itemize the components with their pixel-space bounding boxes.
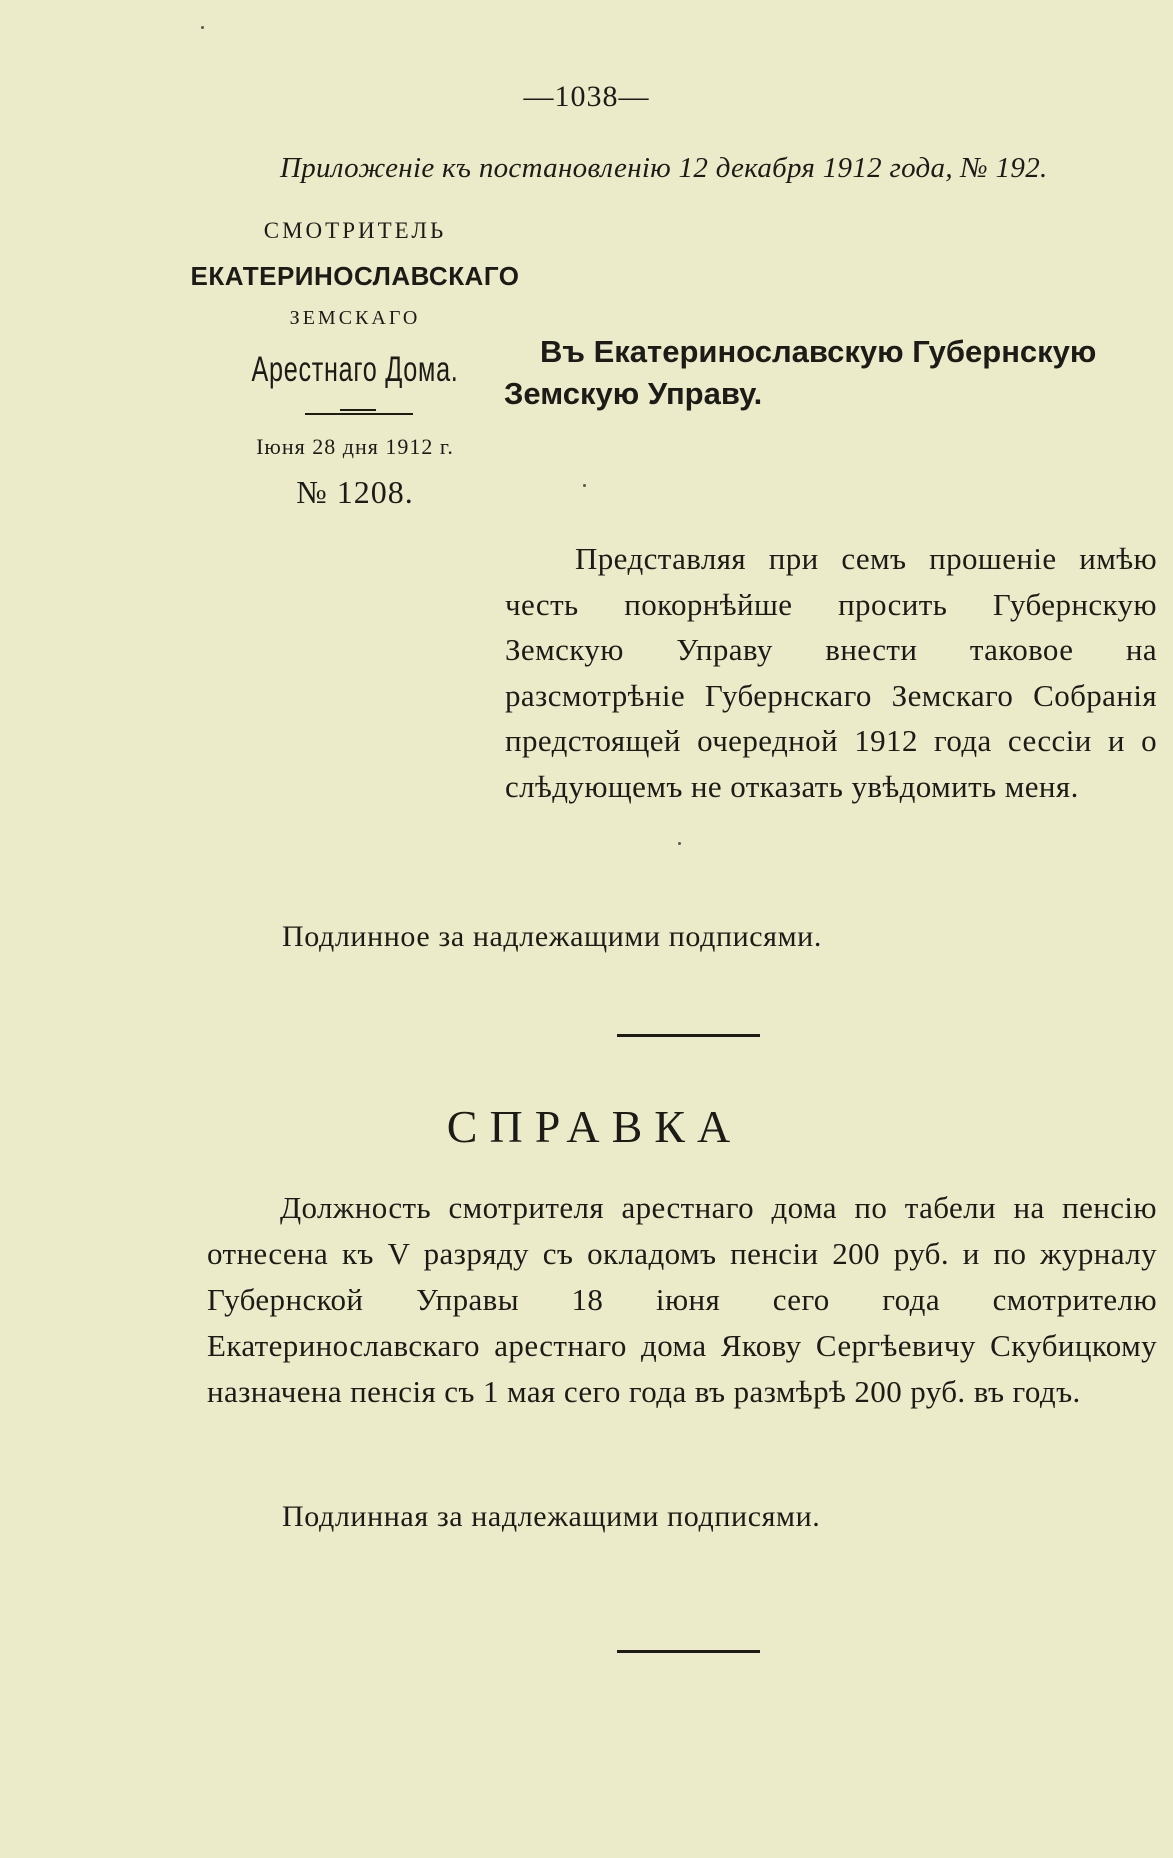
reference-signature-note: Подлинная за надлежащими подписями. xyxy=(282,1500,821,1533)
ink-speck xyxy=(678,842,681,845)
page-number: —1038— xyxy=(523,80,650,113)
reference-title: СПРАВКА xyxy=(446,1101,743,1152)
sender-city: ЕКАТЕРИНОСЛАВСКАГО xyxy=(190,261,520,291)
header-divider-accent xyxy=(340,409,376,411)
letter-body: Представляя при семъ прошеніе имѣю честь покорнѣйше просить Губернскую Земскую Управу внести таковое на разсмотрѣніе Губернскаго Земскаго Собранія предстоящей очередной 1912 года сессіи и о слѣдующемъ не отказать увѣдомить меня. xyxy=(505,541,1157,804)
letter-number: № 1208. xyxy=(296,474,414,510)
letter-date: Іюня 28 дня 1912 г. xyxy=(256,434,454,459)
sender-title: СМОТРИТЕЛЬ xyxy=(263,218,447,243)
header-divider xyxy=(305,413,413,415)
ink-speck xyxy=(201,26,204,29)
addressee-line-1: Въ Екатеринославскую Губернскую xyxy=(540,334,1097,369)
appendix-note: Приложеніе къ постановленію 12 декабря 1912 года, № 192. xyxy=(280,152,1048,184)
sender-institution: Арестнаго Дома. xyxy=(251,350,459,389)
addressee-line-2: Земскую Управу. xyxy=(504,376,763,411)
ink-speck xyxy=(583,484,586,487)
sender-zemstvo: ЗЕМСКАГО xyxy=(289,307,421,329)
letter-signature-note: Подлинное за надлежащими подписями. xyxy=(282,920,822,953)
end-divider xyxy=(617,1650,760,1653)
section-divider xyxy=(617,1034,760,1037)
reference-body: Должность смотрителя арестнаго дома по табели на пенсію отнесена къ V разряду съ окладомъ пенсіи 200 руб. и по журналу Губернской Управы 18 іюня сего года смотрителю Екатеринославскаго арестнаго дома Якову Сергѣевичу Скубицкому назначена пенсія съ 1 мая сего года въ размѣрѣ 200 руб. въ годъ. xyxy=(207,1190,1157,1409)
